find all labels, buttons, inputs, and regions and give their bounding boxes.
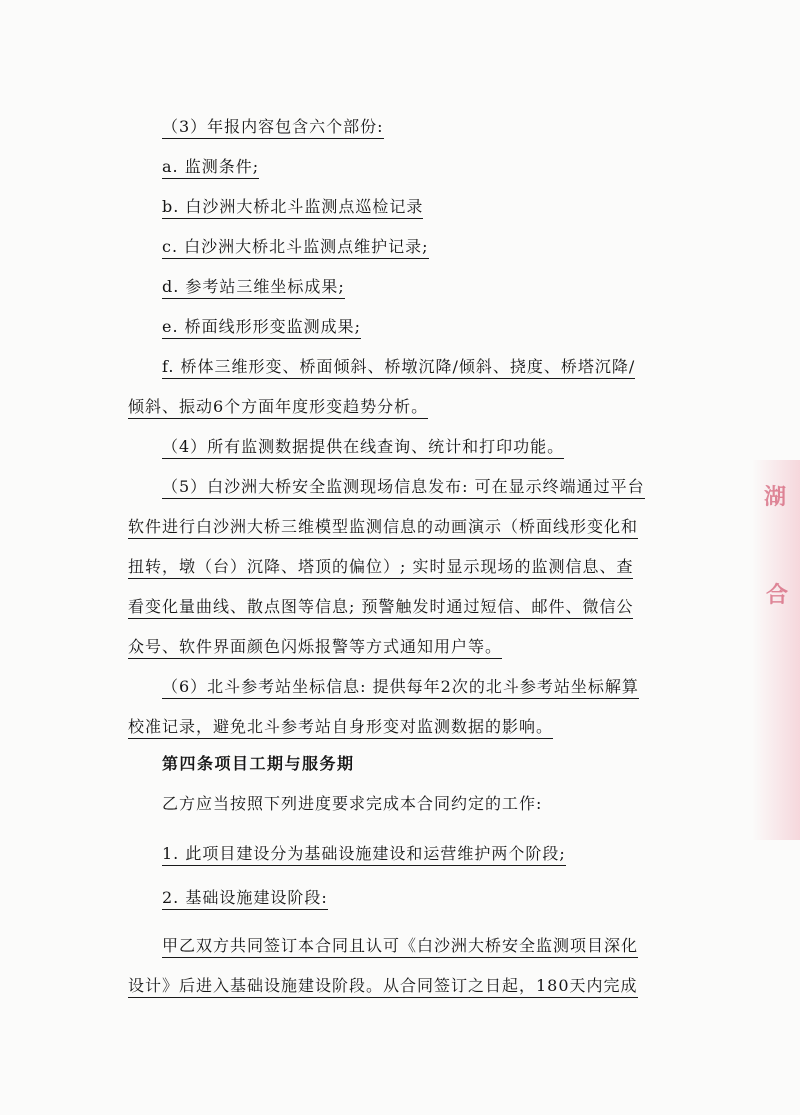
schedule-intro: 乙方应当按照下列进度要求完成本合同约定的工作: [162, 794, 543, 813]
item-6-line1: （6）北斗参考站坐标信息: 提供每年2次的北斗参考站坐标解算 [162, 677, 639, 699]
red-seal-stamp [752, 460, 800, 840]
item-5-line5: 众号、软件界面颜色闪烁报警等方式通知用户等。 [128, 637, 502, 659]
stamp-glyph-2: 合 [766, 583, 789, 608]
item-c: c. 白沙洲大桥北斗监测点维护记录; [162, 237, 429, 259]
item-e: e. 桥面线形形变监测成果; [162, 317, 361, 339]
item-f-line1: f. 桥体三维形变、桥面倾斜、桥墩沉降/倾斜、挠度、桥塔沉降/ [162, 357, 635, 379]
item-5-line2: 软件进行白沙洲大桥三维模型监测信息的动画演示（桥面线形变化和 [128, 517, 638, 539]
paragraph-line1: 甲乙双方共同签订本合同且认可《白沙洲大桥安全监测项目深化 [162, 936, 638, 958]
item-4: （4）所有监测数据提供在线查询、统计和打印功能。 [162, 437, 564, 459]
item-b: b. 白沙洲大桥北斗监测点巡检记录 [162, 197, 423, 219]
item-5-line4: 看变化量曲线、散点图等信息; 预警触发时通过短信、邮件、微信公 [128, 597, 633, 619]
item-6-line2: 校准记录，避免北斗参考站自身形变对监测数据的影响。 [128, 717, 553, 739]
item-5-line3: 扭转，墩（台）沉降、塔顶的偏位）; 实时显示现场的监测信息、查 [128, 557, 633, 579]
paragraph-line2: 设计》后进入基础设施建设阶段。从合同签订之日起，180天内完成 [128, 976, 638, 998]
schedule-item-2: 2. 基础设施建设阶段: [162, 888, 328, 910]
item-d: d. 参考站三维坐标成果; [162, 277, 345, 299]
item-a: a. 监测条件; [162, 157, 259, 179]
item-3-heading: （3）年报内容包含六个部份: [162, 117, 384, 139]
item-5-line1: （5）白沙洲大桥安全监测现场信息发布: 可在显示终端通过平台 [162, 477, 645, 499]
item-f-line2: 倾斜、振动6个方面年度形变趋势分析。 [128, 397, 428, 419]
section-heading-article-4: 第四条项目工期与服务期 [162, 754, 355, 773]
schedule-item-1: 1. 此项目建设分为基础设施建设和运营维护两个阶段; [162, 844, 566, 866]
stamp-glyph-1: 湖 [764, 485, 787, 510]
